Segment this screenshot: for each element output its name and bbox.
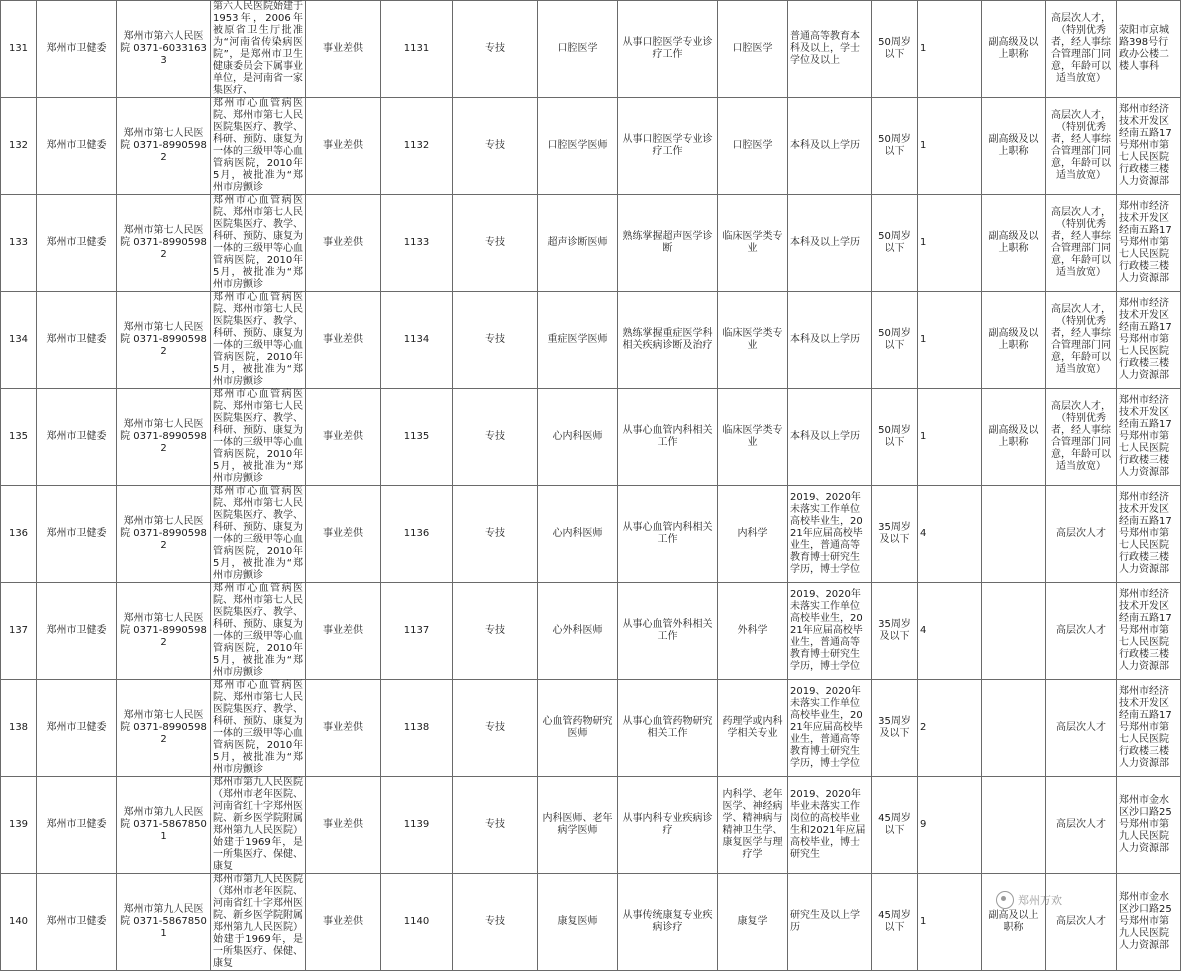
col-address: 荥阳市京城路398号行政办公楼二楼人事科	[1117, 1, 1181, 98]
table-row	[1, 583, 1181, 680]
col-code: 1140	[381, 874, 453, 971]
unit-description-text: 郑州市心血管病医院、郑州市第七人民医院集医疗、教学、科研、预防、康复为一体的三级甲等心血管病医院，2010年5月，被批准为“郑州市房颤诊	[213, 292, 303, 387]
col-duty: 从事心血管药物研究相关工作	[618, 680, 718, 777]
col-dept: 郑州市卫健委	[37, 1, 117, 98]
table-row	[1, 195, 1181, 292]
col-duty: 从事心血管内科相关工作	[618, 389, 718, 486]
col-address: 郑州市经济技术开发区经南五路17号郑州市第七人民医院行政楼三楼人力资源部	[1117, 389, 1181, 486]
col-talent: 高层次人才，（特别优秀者，经人事综合管理部门同意，年龄可以适当放宽）	[1046, 292, 1117, 389]
col-age: 45周岁以下	[872, 777, 918, 874]
table-row	[1, 1, 1181, 98]
col-address: 郑州市经济技术开发区经南五路17号郑州市第七人民医院行政楼三楼人力资源部	[1117, 292, 1181, 389]
col-unit: 郑州市第七人民医院 0371-89905982	[117, 98, 211, 195]
col-age: 50周岁以下	[872, 98, 918, 195]
col-address: 郑州市经济技术开发区经南五路17号郑州市第七人民医院行政楼三楼人力资源部	[1117, 486, 1181, 583]
col-index: 139	[1, 777, 37, 874]
unit-description-text: 郑州市第九人民医院（郑州市老年医院、河南省红十字郑州医院、新乡医学院附属郑州第九人民医院）始建于1969年，是一所集医疗、保健、康复	[213, 777, 303, 872]
col-code: 1131	[381, 1, 453, 98]
col-index: 138	[1, 680, 37, 777]
col-duty: 熟练掌握超声医学诊断	[618, 195, 718, 292]
col-index: 140	[1, 874, 37, 971]
col-count: 9	[918, 777, 982, 874]
unit-description-text: 郑州市心血管病医院、郑州市第七人民医院集医疗、教学、科研、预防、康复为一体的三级甲等心血管病医院，2010年5月，被批准为“郑州市房颤诊	[213, 583, 303, 678]
col-post: 重症医学医师	[538, 292, 618, 389]
col-post: 心外科医师	[538, 583, 618, 680]
col-major: 口腔医学	[718, 98, 788, 195]
col-education: 2019、2020年未落实工作单位高校毕业生，2021年应届高校毕业生，普通高等教育博士研究生学历，博士学位	[788, 486, 872, 583]
col-desc	[211, 777, 306, 874]
col-address: 郑州市金水区沙口路25号郑州市第九人民医院 人力资源部	[1117, 777, 1181, 874]
table-row	[1, 292, 1181, 389]
col-post: 口腔医学	[538, 1, 618, 98]
col-type: 专技	[453, 195, 538, 292]
col-nature: 事业差供	[306, 486, 381, 583]
col-talent: 高层次人才，（特别优秀者，经人事综合管理部门同意，年龄可以适当放宽）	[1046, 195, 1117, 292]
col-address: 郑州市经济技术开发区经南五路17号郑州市第七人民医院行政楼三楼人力资源部	[1117, 98, 1181, 195]
table-row	[1, 98, 1181, 195]
col-index: 136	[1, 486, 37, 583]
col-major: 临床医学类专业	[718, 292, 788, 389]
col-unit: 郑州市第七人民医院 0371-89905982	[117, 486, 211, 583]
col-post: 心内科医师	[538, 486, 618, 583]
table-row	[1, 389, 1181, 486]
col-code: 1139	[381, 777, 453, 874]
col-dept: 郑州市卫健委	[37, 680, 117, 777]
col-nature: 事业差供	[306, 874, 381, 971]
col-code: 1132	[381, 98, 453, 195]
col-index: 137	[1, 583, 37, 680]
col-count: 1	[918, 195, 982, 292]
watermark-text: 郑州万欢	[1018, 894, 1062, 907]
col-talent: 高层次人才	[1046, 680, 1117, 777]
col-type: 专技	[453, 292, 538, 389]
col-duty: 从事口腔医学专业诊疗工作	[618, 98, 718, 195]
col-type: 专技	[453, 583, 538, 680]
col-desc	[211, 486, 306, 583]
col-address: 郑州市经济技术开发区经南五路17号郑州市第七人民医院行政楼三楼人力资源部	[1117, 195, 1181, 292]
col-nature: 事业差供	[306, 583, 381, 680]
col-unit: 郑州市第七人民医院 0371-89905982	[117, 292, 211, 389]
col-other: 副高级及以上职称	[982, 1, 1046, 98]
col-duty: 从事心血管内科相关工作	[618, 486, 718, 583]
unit-description-text: 郑州市心血管病医院、郑州市第七人民医院集医疗、教学、科研、预防、康复为一体的三级甲等心血管病医院，2010年5月，被批准为“郑州市房颤诊	[213, 486, 303, 581]
col-post: 康复医师	[538, 874, 618, 971]
col-desc	[211, 680, 306, 777]
col-post: 心血管药物研究医师	[538, 680, 618, 777]
col-age: 50周岁以下	[872, 389, 918, 486]
col-nature: 事业差供	[306, 98, 381, 195]
col-code: 1134	[381, 292, 453, 389]
col-count: 1	[918, 292, 982, 389]
table-body	[1, 1, 1181, 971]
col-duty: 从事口腔医学专业诊疗工作	[618, 1, 718, 98]
col-major: 临床医学类专业	[718, 389, 788, 486]
col-major: 内科学、老年医学、神经病学、精神病与精神卫生学、康复医学与理疗学	[718, 777, 788, 874]
unit-description-text: 郑州市心血管病医院、郑州市第七人民医院集医疗、教学、科研、预防、康复为一体的三级甲等心血管病医院，2010年5月，被批准为“郑州市房颤诊	[213, 98, 303, 193]
col-count: 4	[918, 486, 982, 583]
col-desc	[211, 292, 306, 389]
col-education: 本科及以上学历	[788, 98, 872, 195]
col-other: 副高级及以上职称	[982, 389, 1046, 486]
col-count: 1	[918, 874, 982, 971]
wechat-icon	[996, 891, 1014, 909]
col-type: 专技	[453, 486, 538, 583]
col-nature: 事业差供	[306, 292, 381, 389]
col-unit: 郑州市第九人民医院 0371-58678501	[117, 777, 211, 874]
col-code: 1133	[381, 195, 453, 292]
col-dept: 郑州市卫健委	[37, 195, 117, 292]
col-age: 50周岁以下	[872, 292, 918, 389]
col-other	[982, 777, 1046, 874]
col-type: 专技	[453, 98, 538, 195]
watermark	[996, 891, 1062, 909]
col-education: 普通高等教育本科及以上，学士学位及以上	[788, 1, 872, 98]
col-other	[982, 680, 1046, 777]
col-index: 134	[1, 292, 37, 389]
col-major: 康复学	[718, 874, 788, 971]
unit-description-text: 郑州市心血管病医院、郑州市第七人民医院集医疗、教学、科研、预防、康复为一体的三级甲等心血管病医院，2010年5月，被批准为“郑州市房颤诊	[213, 389, 303, 484]
col-unit: 郑州市第七人民医院 0371-89905982	[117, 195, 211, 292]
col-talent: 高层次人才，（特别优秀者，经人事综合管理部门同意，年龄可以适当放宽）	[1046, 389, 1117, 486]
col-other	[982, 486, 1046, 583]
col-desc	[211, 389, 306, 486]
col-talent: 高层次人才	[1046, 486, 1117, 583]
col-unit: 郑州市第七人民医院 0371-89905982	[117, 389, 211, 486]
col-major: 药理学或内科学相关专业	[718, 680, 788, 777]
col-other: 副高及以上职称	[982, 874, 1046, 971]
unit-description-text: 郑州市心血管病医院、郑州市第七人民医院集医疗、教学、科研、预防、康复为一体的三级甲等心血管病医院，2010年5月，被批准为“郑州市房颤诊	[213, 195, 303, 290]
col-address: 郑州市金水区沙口路25号郑州市第九人民医院 人力资源部	[1117, 874, 1181, 971]
col-unit: 郑州市第九人民医院 0371-58678501	[117, 874, 211, 971]
col-other: 副高级及以上职称	[982, 292, 1046, 389]
col-dept: 郑州市卫健委	[37, 98, 117, 195]
col-unit: 郑州市第六人民医院 0371-60331633	[117, 1, 211, 98]
col-desc	[211, 1, 306, 98]
col-education: 本科及以上学历	[788, 195, 872, 292]
col-education: 2019、2020年未落实工作单位高校毕业生，2021年应届高校毕业生，普通高等教育博士研究生学历，博士学位	[788, 583, 872, 680]
col-nature: 事业差供	[306, 777, 381, 874]
col-desc	[211, 874, 306, 971]
col-other: 副高级及以上职称	[982, 98, 1046, 195]
col-address: 郑州市经济技术开发区经南五路17号郑州市第七人民医院行政楼三楼人力资源部	[1117, 583, 1181, 680]
col-nature: 事业差供	[306, 680, 381, 777]
col-unit: 郑州市第七人民医院 0371-89905982	[117, 583, 211, 680]
col-code: 1138	[381, 680, 453, 777]
col-dept: 郑州市卫健委	[37, 874, 117, 971]
col-index: 132	[1, 98, 37, 195]
col-duty: 熟练掌握重症医学科相关疾病诊断及治疗	[618, 292, 718, 389]
table-row	[1, 486, 1181, 583]
col-count: 1	[918, 389, 982, 486]
col-dept: 郑州市卫健委	[37, 389, 117, 486]
col-age: 35周岁及以下	[872, 680, 918, 777]
col-duty: 从事内科专业疾病诊疗	[618, 777, 718, 874]
col-age: 50周岁以下	[872, 195, 918, 292]
col-nature: 事业差供	[306, 195, 381, 292]
col-duty: 从事心血管外科相关工作	[618, 583, 718, 680]
col-count: 1	[918, 1, 982, 98]
col-age: 50周岁以下	[872, 1, 918, 98]
col-count: 4	[918, 583, 982, 680]
col-talent: 高层次人才，（特别优秀者，经人事综合管理部门同意，年龄可以适当放宽）	[1046, 1, 1117, 98]
col-talent: 高层次人才	[1046, 583, 1117, 680]
col-desc	[211, 98, 306, 195]
col-type: 专技	[453, 389, 538, 486]
col-post: 内科医师、老年病学医师	[538, 777, 618, 874]
col-count: 1	[918, 98, 982, 195]
col-post: 心内科医师	[538, 389, 618, 486]
col-address: 郑州市经济技术开发区经南五路17号郑州市第七人民医院行政楼三楼人力资源部	[1117, 680, 1181, 777]
col-code: 1137	[381, 583, 453, 680]
col-age: 45周岁以下	[872, 874, 918, 971]
col-education: 本科及以上学历	[788, 292, 872, 389]
col-nature: 事业差供	[306, 389, 381, 486]
col-index: 135	[1, 389, 37, 486]
col-type: 专技	[453, 777, 538, 874]
col-talent: 高层次人才，（特别优秀者，经人事综合管理部门同意，年龄可以适当放宽）	[1046, 98, 1117, 195]
col-dept: 郑州市卫健委	[37, 777, 117, 874]
table-row	[1, 777, 1181, 874]
col-unit: 郑州市第七人民医院 0371-89905982	[117, 680, 211, 777]
col-education: 研究生及以上学历	[788, 874, 872, 971]
col-index: 133	[1, 195, 37, 292]
col-count: 2	[918, 680, 982, 777]
table-row	[1, 874, 1181, 971]
col-code: 1135	[381, 389, 453, 486]
col-index: 131	[1, 1, 37, 98]
col-major: 外科学	[718, 583, 788, 680]
col-desc	[211, 583, 306, 680]
col-desc	[211, 195, 306, 292]
col-type: 专技	[453, 1, 538, 98]
col-dept: 郑州市卫健委	[37, 292, 117, 389]
table-row	[1, 680, 1181, 777]
unit-description-text: 郑州市心血管病医院、郑州市第七人民医院集医疗、教学、科研、预防、康复为一体的三级甲等心血管病医院，2010年5月，被批准为“郑州市房颤诊	[213, 680, 303, 775]
col-major: 口腔医学	[718, 1, 788, 98]
col-post: 超声诊断医师	[538, 195, 618, 292]
col-education: 2019、2020年未落实工作单位高校毕业生，2021年应届高校毕业生，普通高等教育博士研究生学历，博士学位	[788, 680, 872, 777]
col-duty: 从事传统康复专业疾病诊疗	[618, 874, 718, 971]
col-post: 口腔医学医师	[538, 98, 618, 195]
col-type: 专技	[453, 874, 538, 971]
col-other: 副高级及以上职称	[982, 195, 1046, 292]
col-age: 35周岁及以下	[872, 486, 918, 583]
col-talent: 高层次人才	[1046, 874, 1117, 971]
col-major: 内科学	[718, 486, 788, 583]
col-dept: 郑州市卫健委	[37, 583, 117, 680]
col-education: 本科及以上学历	[788, 389, 872, 486]
unit-description-text: 郑州市第九人民医院（郑州市老年医院、河南省红十字郑州医院、新乡医学院附属郑州第九人民医院）始建于1969年，是一所集医疗、保健、康复	[213, 874, 303, 969]
col-dept: 郑州市卫健委	[37, 486, 117, 583]
col-age: 35周岁及以下	[872, 583, 918, 680]
col-other	[982, 583, 1046, 680]
col-type: 专技	[453, 680, 538, 777]
col-code: 1136	[381, 486, 453, 583]
col-education: 2019、2020年毕业未落实工作岗位的高校毕业生和2021年应届高校毕业，博士研究生	[788, 777, 872, 874]
unit-description-text: 第六人民医院始建于1953年，2006年被原省卫生厅批准为“河南省传染病医院”，是郑州市卫生健康委员会下属事业单位，是河南省一家集医疗、	[213, 1, 303, 96]
col-major: 临床医学类专业	[718, 195, 788, 292]
col-nature: 事业差供	[306, 1, 381, 98]
col-talent: 高层次人才	[1046, 777, 1117, 874]
